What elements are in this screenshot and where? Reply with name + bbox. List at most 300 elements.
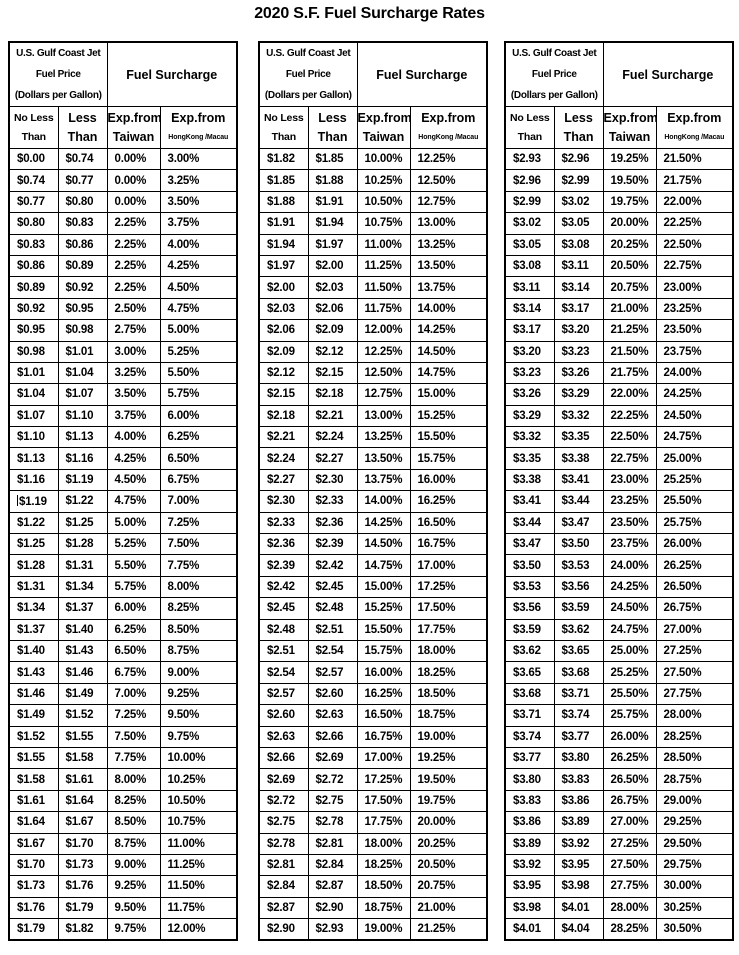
table-cell: $3.92	[554, 833, 603, 854]
table-row	[9, 405, 237, 426]
table-cell: $2.96	[554, 149, 603, 170]
table-cell: 15.50%	[357, 619, 410, 640]
table-cell: $2.99	[505, 191, 554, 212]
table-cell: 2.50%	[107, 298, 160, 319]
table-cell: $2.81	[259, 854, 308, 875]
table-cell: 24.75%	[656, 427, 733, 448]
table-cell: 26.50%	[603, 769, 656, 790]
table-cell: 5.25%	[160, 341, 237, 362]
table-cell: $1.88	[308, 170, 357, 191]
table-cell: $2.12	[259, 362, 308, 383]
table-cell: $0.77	[9, 191, 58, 212]
table-cell: $3.50	[554, 534, 603, 555]
table-cell: $1.82	[58, 919, 107, 940]
table-cell: 26.75%	[603, 790, 656, 811]
table-cell: 22.50%	[603, 427, 656, 448]
table-cell: 4.00%	[160, 234, 237, 255]
table-row	[505, 705, 733, 726]
table-cell: $3.44	[505, 512, 554, 533]
price-group-line2: Fuel Price	[285, 69, 331, 80]
col-header-exp-from-hongkong-macau: Exp.from HongKong /Macau	[410, 107, 487, 149]
table-cell: 9.25%	[107, 876, 160, 897]
table-cell: 8.50%	[107, 812, 160, 833]
table-cell: 25.50%	[603, 683, 656, 704]
table-cell: 18.25%	[410, 662, 487, 683]
table-row	[259, 897, 487, 918]
table-cell: $2.33	[259, 512, 308, 533]
table-row	[505, 598, 733, 619]
table-cell: $3.68	[554, 662, 603, 683]
table-cell: 12.50%	[357, 362, 410, 383]
col-header-less-than: Less Than	[554, 107, 603, 149]
table-cell: 17.00%	[357, 747, 410, 768]
table-cell: $0.92	[9, 298, 58, 319]
table-cell: $3.35	[554, 427, 603, 448]
table-cell: $2.48	[259, 619, 308, 640]
table-cell: 12.25%	[410, 149, 487, 170]
table-row	[259, 534, 487, 555]
table-cell: 27.25%	[656, 640, 733, 661]
table-cell: 7.75%	[160, 555, 237, 576]
table-cell: $3.17	[554, 298, 603, 319]
table-cell: 20.00%	[603, 213, 656, 234]
table-cell: 11.25%	[357, 255, 410, 276]
table-row	[9, 298, 237, 319]
table-cell: $0.83	[9, 234, 58, 255]
table-row	[505, 341, 733, 362]
table-row	[505, 191, 733, 212]
table-row	[9, 812, 237, 833]
price-group-header	[505, 42, 603, 107]
table-row	[505, 555, 733, 576]
table-row	[9, 384, 237, 405]
table-cell: 9.50%	[160, 705, 237, 726]
table-cell: $2.36	[308, 512, 357, 533]
table-row	[259, 170, 487, 191]
table-cell: 7.50%	[107, 726, 160, 747]
table-cell: 9.25%	[160, 683, 237, 704]
table-cell: 13.50%	[410, 255, 487, 276]
table-cell: $3.80	[505, 769, 554, 790]
table-cell: 16.25%	[410, 491, 487, 512]
table-cell: $2.87	[259, 897, 308, 918]
table-row	[9, 555, 237, 576]
table-cell: $1.76	[9, 897, 58, 918]
table-cell: $0.74	[9, 170, 58, 191]
table-cell: $0.86	[58, 234, 107, 255]
table-row	[505, 747, 733, 768]
table-cell: 28.25%	[603, 919, 656, 940]
table-cell: 3.25%	[107, 362, 160, 383]
table-cell: 3.75%	[107, 405, 160, 426]
table-cell: 8.75%	[107, 833, 160, 854]
table-cell: $2.18	[308, 384, 357, 405]
table-cell: $1.73	[9, 876, 58, 897]
table-cell: 19.50%	[410, 769, 487, 790]
table-cell: 20.25%	[410, 833, 487, 854]
table-cell: 25.75%	[656, 512, 733, 533]
table-cell: $2.30	[308, 469, 357, 490]
table-cell: 10.25%	[357, 170, 410, 191]
table-cell: $0.80	[9, 213, 58, 234]
table-cell: 15.25%	[410, 405, 487, 426]
table-row	[9, 897, 237, 918]
table-row	[259, 341, 487, 362]
table-cell: $2.90	[308, 897, 357, 918]
table-cell: $2.21	[259, 427, 308, 448]
table-cell: $1.97	[308, 234, 357, 255]
table-cell: $0.95	[9, 320, 58, 341]
group-header-row	[505, 42, 733, 107]
table-cell: $2.03	[259, 298, 308, 319]
table-cell: 28.50%	[656, 747, 733, 768]
table-cell: $1.40	[9, 640, 58, 661]
table-cell: 17.50%	[357, 790, 410, 811]
table-cell: 0.00%	[107, 149, 160, 170]
text-cursor	[17, 495, 18, 506]
table-cell: 12.75%	[357, 384, 410, 405]
table-cell: 23.25%	[603, 491, 656, 512]
table-row	[259, 812, 487, 833]
table-cell: 19.25%	[410, 747, 487, 768]
table-cell: $1.28	[58, 534, 107, 555]
table-row	[259, 854, 487, 875]
table-cell: 8.75%	[160, 640, 237, 661]
table-cell: 24.00%	[656, 362, 733, 383]
table-cell: 18.50%	[357, 876, 410, 897]
table-cell: $2.66	[259, 747, 308, 768]
table-row	[259, 919, 487, 940]
table-row	[9, 512, 237, 533]
table-cell: 28.75%	[656, 769, 733, 790]
table-row	[505, 662, 733, 683]
table-cell: 6.50%	[160, 448, 237, 469]
table-cell: 7.75%	[107, 747, 160, 768]
table-cell: 21.00%	[603, 298, 656, 319]
col-header-less-than: Less Than	[58, 107, 107, 149]
table-row	[259, 362, 487, 383]
rate-rows	[505, 149, 733, 940]
table-cell: 16.50%	[357, 705, 410, 726]
table-cell: 4.00%	[107, 427, 160, 448]
table-cell: 12.75%	[410, 191, 487, 212]
table-cell: $1.52	[58, 705, 107, 726]
table-cell: 14.50%	[410, 341, 487, 362]
table-cell: 14.00%	[410, 298, 487, 319]
table-cell: $3.98	[554, 876, 603, 897]
table-cell: $3.23	[554, 341, 603, 362]
table-cell: 23.00%	[656, 277, 733, 298]
table-row	[9, 469, 237, 490]
table-cell: 20.75%	[603, 277, 656, 298]
table-cell: $1.79	[58, 897, 107, 918]
table-row	[259, 705, 487, 726]
table-cell: $3.50	[505, 555, 554, 576]
table-cell: 7.25%	[160, 512, 237, 533]
table-cell: $2.24	[259, 448, 308, 469]
table-cell: 29.00%	[656, 790, 733, 811]
table-row	[259, 769, 487, 790]
table-cell: $1.67	[58, 812, 107, 833]
table-cell: $3.83	[505, 790, 554, 811]
col-header-no-less-than: No Less Than	[259, 107, 308, 149]
table-row	[9, 705, 237, 726]
table-cell: $2.12	[308, 341, 357, 362]
table-cell: $1.58	[9, 769, 58, 790]
table-cell: $3.98	[505, 897, 554, 918]
column-header-row	[505, 107, 733, 149]
table-row	[9, 255, 237, 276]
table-cell: 10.50%	[357, 191, 410, 212]
table-cell: 23.75%	[656, 341, 733, 362]
table-row	[259, 384, 487, 405]
table-cell: 26.00%	[603, 726, 656, 747]
table-cell: $1.91	[308, 191, 357, 212]
table-cell: 29.75%	[656, 854, 733, 875]
table-cell: 11.25%	[160, 854, 237, 875]
table-row	[505, 448, 733, 469]
table-cell: $3.05	[554, 213, 603, 234]
table-cell: $1.82	[259, 149, 308, 170]
table-cell: $2.33	[308, 491, 357, 512]
table-cell: 21.75%	[603, 362, 656, 383]
table-cell: 12.00%	[160, 919, 237, 940]
tables-container	[0, 41, 739, 941]
table-cell: $0.83	[58, 213, 107, 234]
table-cell: 24.75%	[603, 619, 656, 640]
table-cell: 15.75%	[357, 640, 410, 661]
table-cell: $1.13	[58, 427, 107, 448]
table-cell: 15.00%	[357, 576, 410, 597]
table-row	[259, 662, 487, 683]
table-row	[259, 747, 487, 768]
col-header-exp-from-hongkong-macau: Exp.from HongKong /Macau	[160, 107, 237, 149]
table-cell: $3.11	[554, 255, 603, 276]
table-cell: 3.25%	[160, 170, 237, 191]
table-row	[505, 320, 733, 341]
table-cell: 26.50%	[656, 576, 733, 597]
table-row	[9, 170, 237, 191]
table-cell: $1.67	[9, 833, 58, 854]
table-cell: $1.40	[58, 619, 107, 640]
table-cell: 7.50%	[160, 534, 237, 555]
fuel-surcharge-table-high-range	[504, 41, 734, 941]
table-cell: 27.75%	[656, 683, 733, 704]
table-cell: $0.00	[9, 149, 58, 170]
table-cell: $1.94	[308, 213, 357, 234]
table-cell: 10.75%	[160, 812, 237, 833]
table-row	[9, 191, 237, 212]
table-row	[505, 833, 733, 854]
table-cell: 13.25%	[410, 234, 487, 255]
table-cell: 8.25%	[107, 790, 160, 811]
table-cell: 17.00%	[410, 555, 487, 576]
table-cell: 6.00%	[160, 405, 237, 426]
table-cell: 13.00%	[357, 405, 410, 426]
table-row	[505, 427, 733, 448]
table-cell: 27.50%	[603, 854, 656, 875]
table-cell: $3.11	[505, 277, 554, 298]
table-cell: 16.75%	[410, 534, 487, 555]
table-row	[505, 854, 733, 875]
table-row	[259, 277, 487, 298]
table-cell: 6.75%	[107, 662, 160, 683]
table-cell: $1.61	[58, 769, 107, 790]
table-cell: $2.30	[259, 491, 308, 512]
table-cell: 2.25%	[107, 234, 160, 255]
table-cell: 10.75%	[357, 213, 410, 234]
table-row	[9, 662, 237, 683]
surcharge-group-header: Fuel Surcharge	[603, 42, 733, 107]
table-cell: $2.90	[259, 919, 308, 940]
table-cell: $3.20	[505, 341, 554, 362]
table-cell: $2.66	[308, 726, 357, 747]
table-cell: 8.00%	[160, 576, 237, 597]
table-cell: $1.25	[9, 534, 58, 555]
col-header-exp-from-hongkong-macau: Exp.from HongKong /Macau	[656, 107, 733, 149]
table-cell: $0.98	[58, 320, 107, 341]
table-cell: 11.75%	[357, 298, 410, 319]
table-cell: 2.25%	[107, 255, 160, 276]
table-cell: $0.86	[9, 255, 58, 276]
table-cell: $3.83	[554, 769, 603, 790]
table-cell: 17.75%	[410, 619, 487, 640]
table-cell: 2.25%	[107, 213, 160, 234]
table-cell: $1.79	[9, 919, 58, 940]
table-cell: $1.49	[9, 705, 58, 726]
table-cell: 9.00%	[107, 854, 160, 875]
table-cell: 0.00%	[107, 191, 160, 212]
table-cell: $1.16	[58, 448, 107, 469]
table-cell: $3.56	[554, 576, 603, 597]
table-cell: 27.25%	[603, 833, 656, 854]
table-cell: $2.57	[308, 662, 357, 683]
table-cell: $3.41	[554, 469, 603, 490]
table-cell: 24.50%	[603, 598, 656, 619]
table-cell: $3.53	[554, 555, 603, 576]
table-cell: $0.98	[9, 341, 58, 362]
table-row	[505, 491, 733, 512]
table-cell: $1.19	[58, 469, 107, 490]
table-cell: 22.00%	[603, 384, 656, 405]
table-row	[505, 405, 733, 426]
table-cell: 10.00%	[357, 149, 410, 170]
table-cell: 3.50%	[107, 384, 160, 405]
table-cell: $2.99	[554, 170, 603, 191]
col-header-no-less-than: No Less Than	[505, 107, 554, 149]
table-cell: $3.41	[505, 491, 554, 512]
table-cell: 10.50%	[160, 790, 237, 811]
table-cell: $2.03	[308, 277, 357, 298]
table-cell: $0.89	[9, 277, 58, 298]
table-cell: $1.55	[9, 747, 58, 768]
fuel-surcharge-table-low-range	[8, 41, 238, 941]
table-cell: $3.71	[554, 683, 603, 704]
surcharge-group-header: Fuel Surcharge	[107, 42, 237, 107]
table-row	[505, 149, 733, 170]
table-cell: 7.00%	[160, 491, 237, 512]
table-cell: $1.13	[9, 448, 58, 469]
table-cell: $3.47	[554, 512, 603, 533]
table-cell: $3.92	[505, 854, 554, 875]
table-row	[505, 277, 733, 298]
table-cell: $1.58	[58, 747, 107, 768]
table-cell: $3.53	[505, 576, 554, 597]
table-cell: $2.93	[505, 149, 554, 170]
table-cell: $1.61	[9, 790, 58, 811]
table-row	[9, 448, 237, 469]
table-row	[9, 341, 237, 362]
table-cell: 23.75%	[603, 534, 656, 555]
table-row	[505, 876, 733, 897]
table-cell: $4.01	[505, 919, 554, 940]
fuel-surcharge-table-mid-range	[258, 41, 488, 941]
table-row	[505, 812, 733, 833]
table-cell: 13.25%	[357, 427, 410, 448]
table-row	[259, 726, 487, 747]
table-cell: $2.24	[308, 427, 357, 448]
table-cell: $2.60	[259, 705, 308, 726]
table-cell: 16.25%	[357, 683, 410, 704]
table-cell: $2.27	[308, 448, 357, 469]
table-row	[505, 683, 733, 704]
table-cell: $2.15	[259, 384, 308, 405]
table-cell: 3.00%	[160, 149, 237, 170]
col-header-exp-from-taiwan: Exp.from Taiwan	[107, 107, 160, 149]
table-row	[9, 833, 237, 854]
table-cell: $1.70	[9, 854, 58, 875]
table-cell: 5.00%	[107, 512, 160, 533]
table-cell: 25.00%	[603, 640, 656, 661]
table-cell: $4.01	[554, 897, 603, 918]
table-row	[259, 790, 487, 811]
table-cell: $3.56	[505, 598, 554, 619]
col-header-exp-from-taiwan: Exp.from Taiwan	[603, 107, 656, 149]
table-cell: $2.15	[308, 362, 357, 383]
surcharge-group-header: Fuel Surcharge	[357, 42, 487, 107]
table-cell: $1.85	[308, 149, 357, 170]
table-cell: $1.73	[58, 854, 107, 875]
table-cell: 4.50%	[107, 469, 160, 490]
table-cell: $3.02	[505, 213, 554, 234]
table-cell: $0.80	[58, 191, 107, 212]
col-header-exp-from-taiwan: Exp.from Taiwan	[357, 107, 410, 149]
table-cell: $1.28	[9, 555, 58, 576]
table-cell: 7.00%	[107, 683, 160, 704]
table-cell: $3.62	[554, 619, 603, 640]
table-cell: 25.25%	[603, 662, 656, 683]
table-cell: $2.09	[308, 320, 357, 341]
table-cell: 15.00%	[410, 384, 487, 405]
price-group-line3: (Dollars per Gallon)	[510, 90, 598, 101]
price-group-header	[259, 42, 357, 107]
table-cell: $2.96	[505, 170, 554, 191]
table-cell: 14.75%	[410, 362, 487, 383]
table-cell: $1.64	[58, 790, 107, 811]
table-cell: 8.00%	[107, 769, 160, 790]
table-row	[9, 854, 237, 875]
table-row	[9, 149, 237, 170]
table-cell: 23.50%	[603, 512, 656, 533]
table-cell: 11.50%	[160, 876, 237, 897]
table-cell: $3.80	[554, 747, 603, 768]
table-cell: $2.63	[308, 705, 357, 726]
table-row	[259, 191, 487, 212]
table-row	[9, 576, 237, 597]
table-row	[505, 384, 733, 405]
table-cell: 21.75%	[656, 170, 733, 191]
table-row	[9, 320, 237, 341]
